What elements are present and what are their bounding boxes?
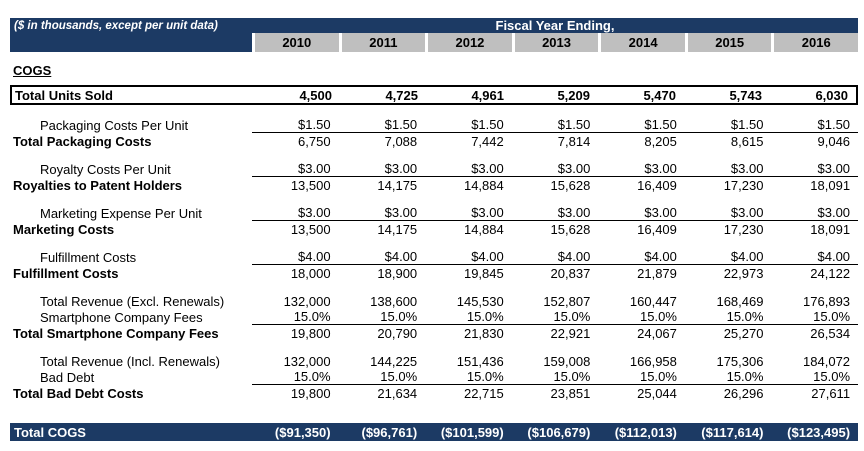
cell-2011: $1.50: [384, 117, 418, 132]
cell-2014: ($112,013): [614, 424, 677, 440]
table-row: [10, 177, 858, 193]
cell-2010: 4,500: [299, 87, 332, 103]
row-values: [252, 265, 858, 281]
cell-2010: 15.0%: [293, 369, 331, 384]
year-header-2012: 2012: [428, 33, 512, 52]
row-values: [252, 177, 858, 193]
table-row: [10, 221, 858, 237]
row-label: Marketing Expense Per Unit: [40, 205, 202, 221]
table-row: [10, 385, 858, 401]
cell-2015: 168,469: [716, 293, 764, 309]
cell-2011: 144,225: [370, 353, 418, 369]
table-row: [10, 309, 858, 325]
row-values: [252, 117, 858, 133]
cell-2015: 26,296: [723, 385, 764, 401]
row-values: [252, 221, 858, 237]
cell-2011: $4.00: [384, 249, 418, 264]
cell-2015: $4.00: [730, 249, 764, 264]
cell-2015: 22,973: [723, 265, 764, 281]
cell-2011: 7,088: [384, 133, 418, 149]
cell-2012: $3.00: [471, 205, 504, 220]
year-header-2010: 2010: [255, 33, 339, 52]
cell-2011: 4,725: [385, 87, 418, 103]
cell-2014: $3.00: [644, 161, 677, 176]
cell-2016: ($123,495): [787, 424, 851, 440]
row-label: Marketing Costs: [13, 221, 115, 237]
cell-2012: 7,442: [471, 133, 504, 149]
row-label: Total Revenue (Incl. Renewals): [40, 353, 220, 369]
cell-2013: 15.0%: [553, 369, 591, 384]
row-label: Packaging Costs Per Unit: [40, 117, 189, 133]
cell-2013: 152,807: [543, 293, 591, 309]
cell-2011: 14,175: [377, 177, 418, 193]
cell-2016: 18,091: [810, 221, 851, 237]
cell-2011: 15.0%: [380, 369, 418, 384]
table-row: [10, 423, 858, 441]
cell-2015: 5,743: [729, 87, 762, 103]
units-note: ($ in thousands, except per unit data): [14, 19, 218, 32]
cell-2014: 15.0%: [640, 309, 677, 324]
row-values: [252, 293, 858, 309]
cell-2015: 15.0%: [726, 369, 764, 384]
cell-2015: 8,615: [730, 133, 764, 149]
year-header-row: [10, 33, 858, 52]
cell-2013: 15,628: [550, 221, 591, 237]
cell-2016: $1.50: [817, 117, 851, 132]
table-body: [10, 85, 858, 441]
table-row: [10, 249, 858, 265]
cell-2016: 26,534: [810, 325, 851, 341]
row-values: [252, 309, 858, 325]
row-values: [252, 133, 858, 149]
cell-2014: 8,205: [644, 133, 677, 149]
cell-2014: 21,879: [637, 265, 677, 281]
cell-2011: 138,600: [370, 293, 418, 309]
cell-2013: 22,921: [550, 325, 591, 341]
cell-2010: 132,000: [283, 293, 331, 309]
cell-2014: $3.00: [644, 205, 677, 220]
cell-2011: 14,175: [377, 221, 418, 237]
cell-2016: 24,122: [810, 265, 851, 281]
row-label: Bad Debt: [40, 369, 95, 385]
row-label: Total Revenue (Excl. Renewals): [40, 293, 225, 309]
cell-2013: ($106,679): [527, 424, 591, 440]
cell-2016: $4.00: [817, 249, 851, 264]
row-label: Total Packaging Costs: [13, 133, 152, 149]
cell-2013: 159,008: [543, 353, 591, 369]
table-row: [10, 293, 858, 309]
cell-2012: 15.0%: [466, 369, 504, 384]
cell-2015: $3.00: [730, 161, 764, 176]
cell-2013: 15.0%: [553, 309, 591, 324]
table-row: [10, 325, 858, 341]
cell-2015: 175,306: [716, 353, 764, 369]
cell-2011: 15.0%: [380, 309, 418, 324]
cell-2014: 160,447: [629, 293, 677, 309]
cell-2010: 18,000: [290, 265, 331, 281]
year-header-2013: 2013: [515, 33, 599, 52]
cell-2014: $1.50: [644, 117, 677, 132]
section-heading: COGS: [13, 62, 52, 78]
row-values: [252, 353, 858, 369]
cell-2014: 5,470: [643, 87, 676, 103]
row-label: Smartphone Company Fees: [40, 309, 203, 325]
year-cells: [252, 33, 858, 52]
cell-2013: $4.00: [557, 249, 591, 264]
cell-2016: 9,046: [817, 133, 851, 149]
cell-2014: 24,067: [637, 325, 677, 341]
cell-2014: 16,409: [637, 177, 677, 193]
table-row: [10, 161, 858, 177]
row-values: [252, 369, 858, 385]
row-label: Fulfillment Costs: [13, 265, 119, 281]
cell-2010: ($91,350): [274, 424, 331, 440]
cell-2014: 25,044: [637, 385, 677, 401]
cell-2012: ($101,599): [440, 424, 504, 440]
table-row: [10, 369, 858, 385]
cell-2011: 21,634: [377, 385, 418, 401]
cell-2016: 18,091: [810, 177, 851, 193]
cell-2013: 15,628: [550, 177, 591, 193]
cell-2012: $4.00: [471, 249, 504, 264]
cell-2010: 132,000: [283, 353, 331, 369]
cell-2015: 15.0%: [726, 309, 764, 324]
cell-2012: $3.00: [471, 161, 504, 176]
row-label: Royalties to Patent Holders: [13, 177, 183, 193]
cell-2016: $3.00: [817, 161, 851, 176]
cell-2010: 6,750: [298, 133, 331, 149]
row-values: [252, 325, 858, 341]
cell-2016: 15.0%: [813, 369, 851, 384]
cell-2016: 176,893: [803, 293, 851, 309]
cell-2013: 5,209: [557, 87, 590, 103]
cell-2012: $1.50: [471, 117, 504, 132]
cell-2013: 7,814: [557, 133, 591, 149]
row-values: [254, 87, 856, 103]
year-header-2014: 2014: [601, 33, 685, 52]
cell-2015: $1.50: [730, 117, 764, 132]
cell-2012: 19,845: [463, 265, 504, 281]
cell-2010: $1.50: [298, 117, 331, 132]
cell-2014: 166,958: [629, 353, 677, 369]
row-label: Total Smartphone Company Fees: [13, 325, 219, 341]
cell-2010: $4.00: [298, 249, 331, 264]
cell-2016: 184,072: [803, 353, 851, 369]
row-label: Fulfillment Costs: [40, 249, 137, 265]
cell-2010: $3.00: [298, 161, 331, 176]
row-label: Total Bad Debt Costs: [13, 385, 144, 401]
row-values: [252, 161, 858, 177]
cell-2012: 145,530: [456, 293, 504, 309]
row-label: Total COGS: [14, 424, 86, 440]
cogs-table: [10, 18, 858, 441]
cell-2010: $3.00: [298, 205, 331, 220]
row-values: [252, 423, 858, 441]
year-header-2011: 2011: [342, 33, 426, 52]
cell-2012: 14,884: [463, 177, 504, 193]
cell-2016: 6,030: [815, 87, 848, 103]
cell-2014: 16,409: [637, 221, 677, 237]
cell-2010: 13,500: [290, 177, 331, 193]
year-header-2016: 2016: [774, 33, 858, 52]
cell-2014: $4.00: [644, 249, 677, 264]
cell-2015: 17,230: [723, 177, 764, 193]
cell-2015: 17,230: [723, 221, 764, 237]
cell-2015: $3.00: [730, 205, 764, 220]
section-heading-row: [10, 62, 858, 78]
row-values: [252, 205, 858, 221]
cell-2013: $1.50: [557, 117, 591, 132]
cell-2016: 15.0%: [813, 309, 851, 324]
table-row: [10, 117, 858, 133]
cell-2013: $3.00: [557, 205, 591, 220]
fiscal-year-heading: Fiscal Year Ending,: [495, 18, 615, 33]
cell-2012: 21,830: [463, 325, 504, 341]
cell-2010: 15.0%: [293, 309, 331, 324]
cell-2015: 25,270: [723, 325, 764, 341]
cell-2012: 151,436: [456, 353, 504, 369]
table-row: [10, 353, 858, 369]
cell-2010: 19,800: [290, 325, 331, 341]
cell-2010: 13,500: [290, 221, 331, 237]
cell-2010: 19,800: [290, 385, 331, 401]
cell-2012: 22,715: [463, 385, 504, 401]
header-corner: [10, 33, 252, 52]
row-values: [252, 249, 858, 265]
cell-2011: 20,790: [377, 325, 418, 341]
cell-2013: 23,851: [550, 385, 591, 401]
cell-2012: 4,961: [471, 87, 504, 103]
table-row: [10, 133, 858, 149]
cell-2013: $3.00: [557, 161, 591, 176]
table-row: [10, 205, 858, 221]
year-header-2015: 2015: [688, 33, 772, 52]
row-label: Total Units Sold: [15, 87, 113, 103]
cell-2011: ($96,761): [361, 424, 418, 440]
table-row: [10, 265, 858, 281]
cell-2016: 27,611: [811, 385, 851, 401]
table-row: [10, 85, 858, 105]
row-label: Royalty Costs Per Unit: [40, 161, 171, 177]
cell-2016: $3.00: [817, 205, 851, 220]
header-band: [10, 18, 858, 33]
cell-2014: 15.0%: [640, 369, 677, 384]
cell-2011: 18,900: [377, 265, 418, 281]
cell-2011: $3.00: [384, 161, 418, 176]
cell-2013: 20,837: [550, 265, 591, 281]
cell-2012: 15.0%: [466, 309, 504, 324]
row-values: [252, 385, 858, 401]
cell-2011: $3.00: [384, 205, 418, 220]
cell-2012: 14,884: [463, 221, 504, 237]
cell-2015: ($117,614): [701, 424, 764, 440]
